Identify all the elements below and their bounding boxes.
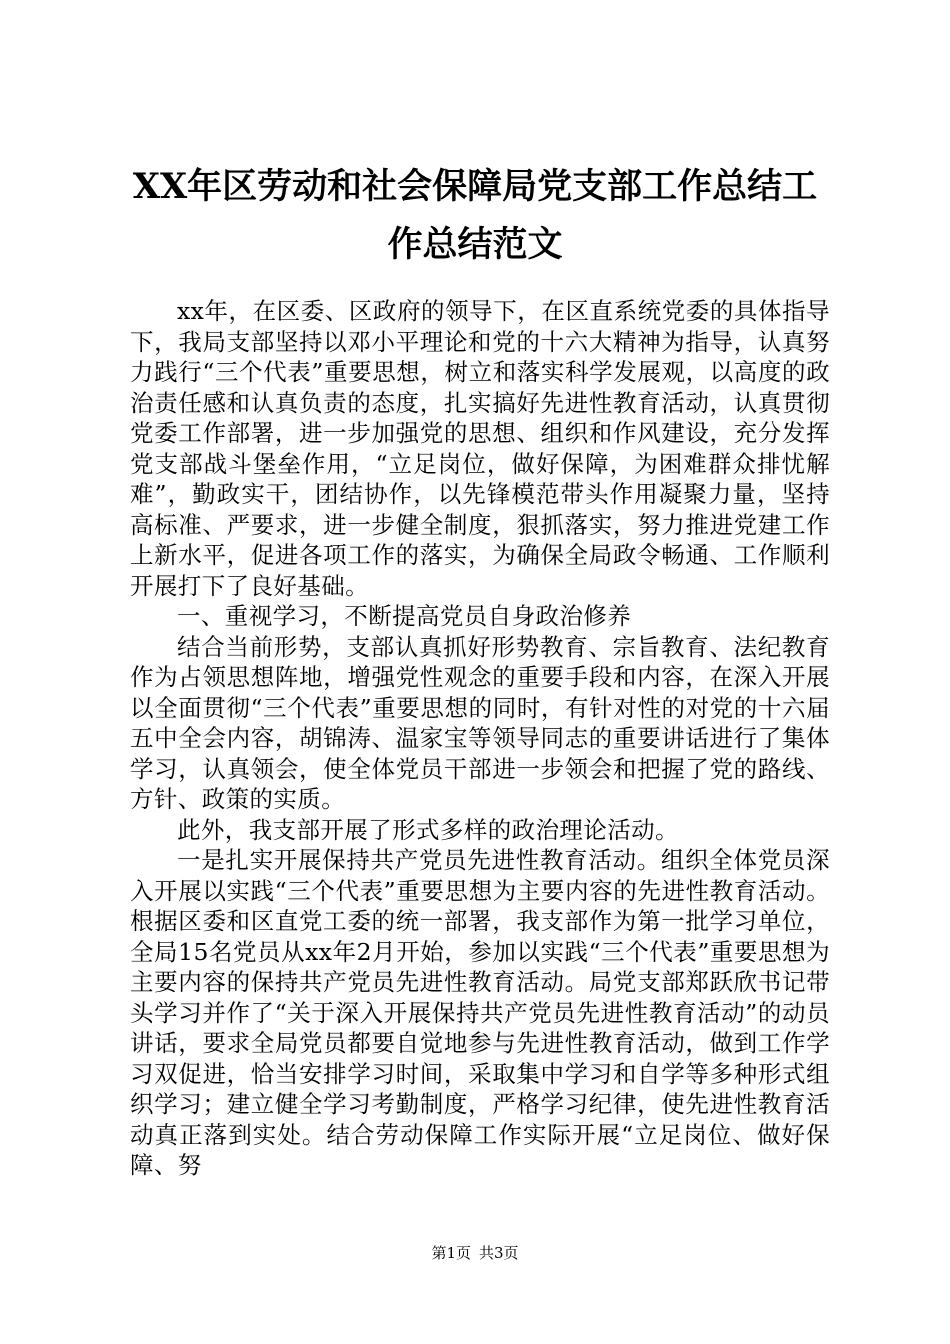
paragraph-study: 结合当前形势，支部认真抓好形势教育、宗旨教育、法纪教育作为占领思想阵地，增强党性观念的重要手段和内容，在深入开展以全面贯彻“三个代表”重要思想的同时，有针对性的对党的十六届五中全会内容，胡锦涛、温家宝等领导同志的重要讲话进行了集体学习，认真领会，使全体党员干部进一步领会和把握了党的路线、方针、政策的实质。 — [130, 632, 830, 813]
title-line-2: 作总结范文 — [387, 224, 563, 265]
paragraph-activities: 此外，我支部开展了形式多样的政治理论活动。 — [177, 815, 679, 844]
document-body — [130, 296, 830, 1181]
document-title — [100, 158, 850, 274]
paragraph-intro: xx年，在区委、区政府的领导下，在区直系统党委的具体指导下，我局支部坚持以邓小平理论和党的十六大精神为指导，认真努力践行“三个代表”重要思想，树立和落实科学发展观，以高度的政治责任感和认真负责的态度，扎实搞好先进性教育活动，认真贯彻党委工作部署，进一步加强党的思想、组织和作风建设，充分发挥党支部战斗堡垒作用，“立足岗位，做好保障，为困难群众排忧解难”，勤政实干，团结协作，以先锋模范带头作用凝聚力量，坚持高标准、严要求，进一步健全制度，狠抓落实，努力推进党建工作上新水平，促进各项工作的落实，为确保全局政令畅通、工作顺利开展打下了良好基础。 — [130, 297, 830, 600]
section-heading-1: 一、重视学习，不断提高党员自身政治修养 — [177, 602, 632, 630]
page-total: 共3页 — [479, 1244, 519, 1262]
title-line-1: XX年区劳动和社会保障局党支部工作总结工 — [132, 166, 818, 207]
page-number: 第1页 — [431, 1244, 471, 1262]
paragraph-education: 一是扎实开展保持共产党员先进性教育活动。组织全体党员深入开展以实践“三个代表”重要思想为主要内容的先进性教育活动。根据区委和区直党工委的统一部署，我支部作为第一批学习单位，全局15名党员从xx年2月开始，参加以实践“三个代表”重要思想为主要内容的保持共产党员先进性教育活动。局党支部郑跃欣书记带头学习并作了“关于深入开展保持共产党员先进性教育活动”的动员讲话，要求全局党员都要自觉地参与先进性教育活动，做到工作学习双促进，恰当安排学习时间，采取集中学习和自学等多种形式组织学习；建立健全学习考勤制度，严格学习纪律，使先进性教育活动真正落到实处。结合劳动保障工作实际开展“立足岗位、做好保障、努 — [130, 846, 830, 1179]
page-footer — [0, 1243, 950, 1263]
